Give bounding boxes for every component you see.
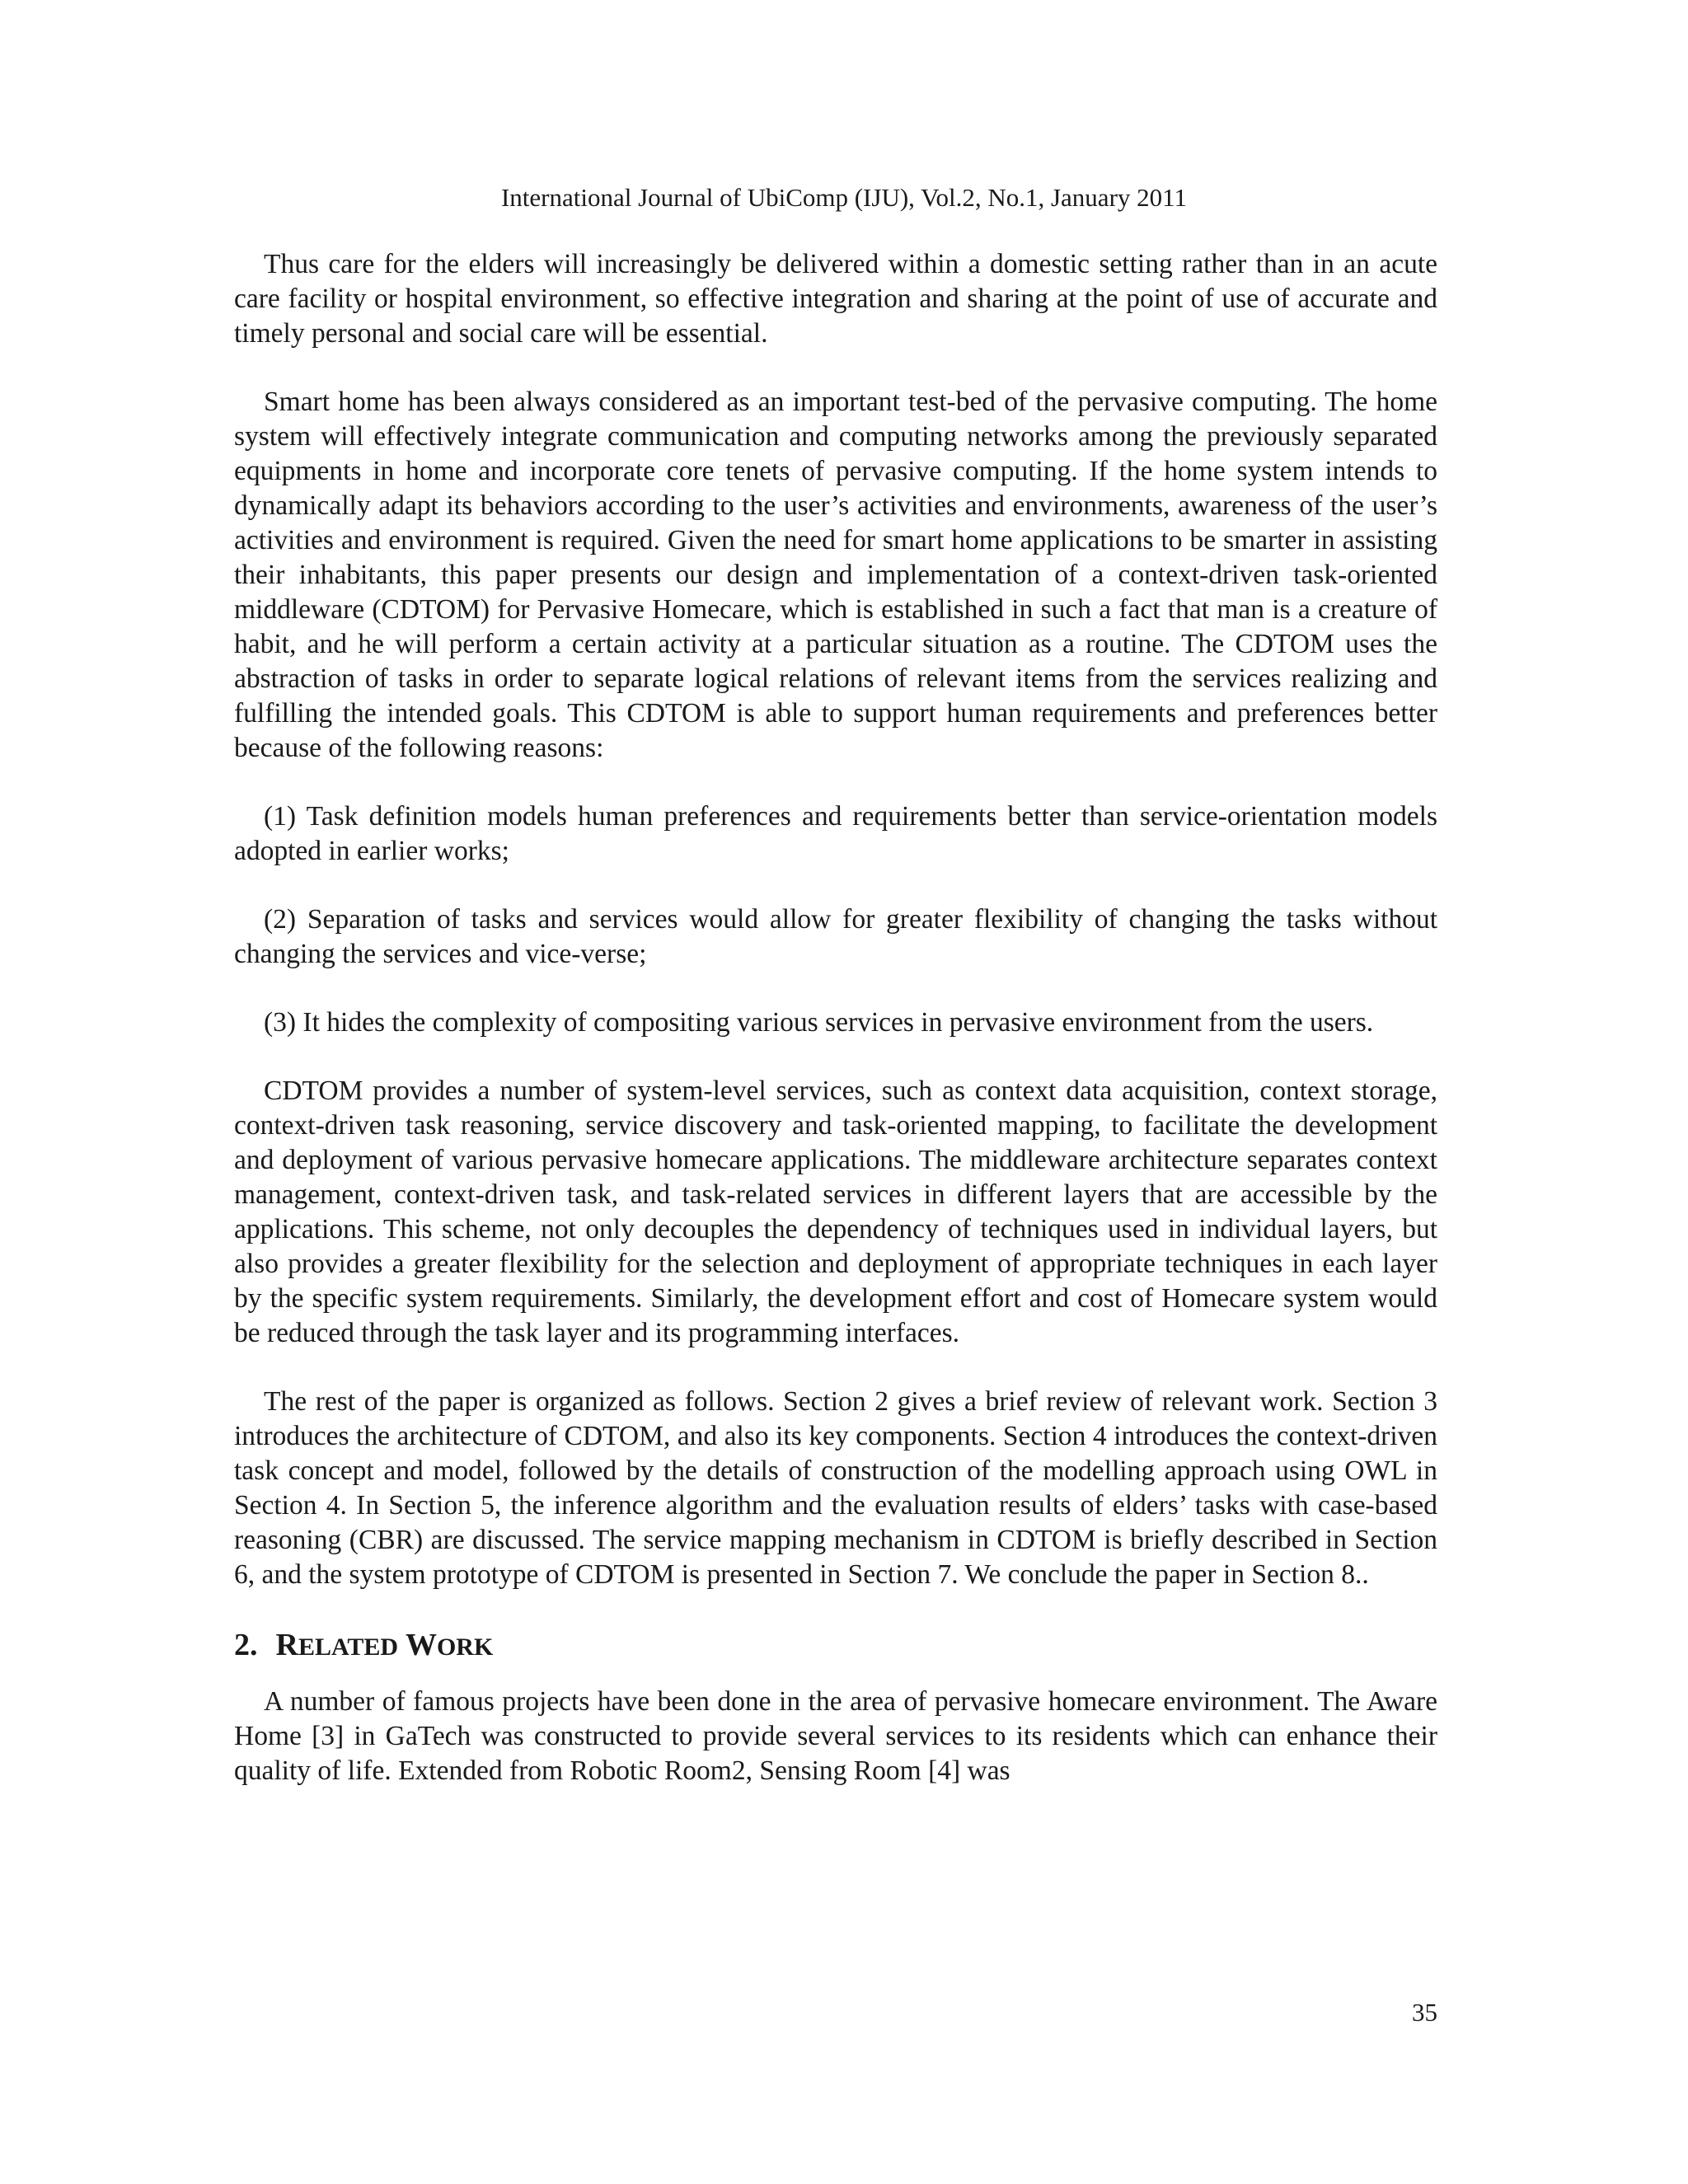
paragraph-paper-organization: The rest of the paper is organized as follows. Section 2 gives a brief review of relevant work. Section 3 introduces the architecture of CDTOM, and also its key components. Section 4 introduces the context-driven task concept and model, followed by the details of construction of the modelling approach using OWL in Section 4. In Section 5, the inference algorithm and the evaluation results of elders’ tasks with case-based reasoning (CBR) are discussed. The service mapping mechanism in CDTOM is briefly described in Section 6, and the system prototype of CDTOM is presented in Section 7. We conclude the paper in Section 8..: [234, 1386, 1437, 1590]
reason-2: (2) Separation of tasks and services would allow for greater flexibility of changing the tasks without changing the services and vice-verse;: [234, 904, 1437, 969]
section-title-rest-2: ORK: [436, 1633, 494, 1661]
reason-3: (3) It hides the complexity of compositing various services in pervasive environment from the users.: [264, 1007, 1374, 1038]
paragraph-smart-home: Smart home has been always considered as an important test-bed of the pervasive computing. The home system will effectively integrate communication and computing networks among the previously separated equipments in home and incorporate core tenets of pervasive computing. If the home system intends to dynamically adapt its behaviors according to the user’s activities and environments, awareness of the user’s activities and environment is required. Given the need for smart home applications to be smarter in assisting their inhabitants, this paper presents our design and implementation of a context-driven task-oriented middleware (CDTOM) for Pervasive Homecare, which is established in such a fact that man is a creature of habit, and he will perform a certain activity at a particular situation as a routine. The CDTOM uses the abstraction of tasks in order to separate logical relations of relevant items from the services realizing and fulfilling the intended goals. This CDTOM is able to support human requirements and preferences better because of the following reasons:: [234, 387, 1437, 763]
paragraph-elder-care: Thus care for the elders will increasingly be delivered within a domestic setting rather than in an acute care facility or hospital environment, so effective integration and sharing at the point of use of accurate and timely personal and social care will be essential.: [234, 249, 1437, 349]
section-title-rest-1: ELATED: [298, 1633, 399, 1661]
section-number: 2.: [234, 1628, 258, 1662]
paragraph-cdtom-services: CDTOM provides a number of system-level services, such as context data acquisition, context storage, context-driven task reasoning, service discovery and task-oriented mapping, to facilitate the development and deployment of various pervasive homecare applications. The middleware architecture separates context management, context-driven task, and task-related services in different layers that are accessible by the applications. This scheme, not only decouples the dependency of techniques used in individual layers, but also provides a greater flexibility for the selection and deployment of appropriate techniques in each layer by the specific system requirements. Similarly, the development effort and cost of Homecare system would be reduced through the task layer and its programming interfaces.: [234, 1076, 1437, 1348]
running-header: International Journal of UbiComp (IJU), Vol.2, No.1, January 2011: [500, 183, 1187, 212]
section-title-initial-w: W: [405, 1628, 437, 1662]
section-title-initial-r: R: [275, 1628, 298, 1662]
section-heading-related-work: [234, 1626, 1437, 1666]
reason-1: (1) Task definition models human preferences and requirements better than service-orientation models adopted in earlier works;: [234, 801, 1437, 866]
body-text: [234, 247, 1437, 1788]
paragraph-related-work: A number of famous projects have been done in the area of pervasive homecare environment. The Aware Home [3] in GaTech was constructed to provide several services to its residents which can enhance their quality of life. Extended from Robotic Room2, Sensing Room [4] was: [234, 1686, 1437, 1786]
page-number: 35: [1412, 1998, 1437, 2027]
